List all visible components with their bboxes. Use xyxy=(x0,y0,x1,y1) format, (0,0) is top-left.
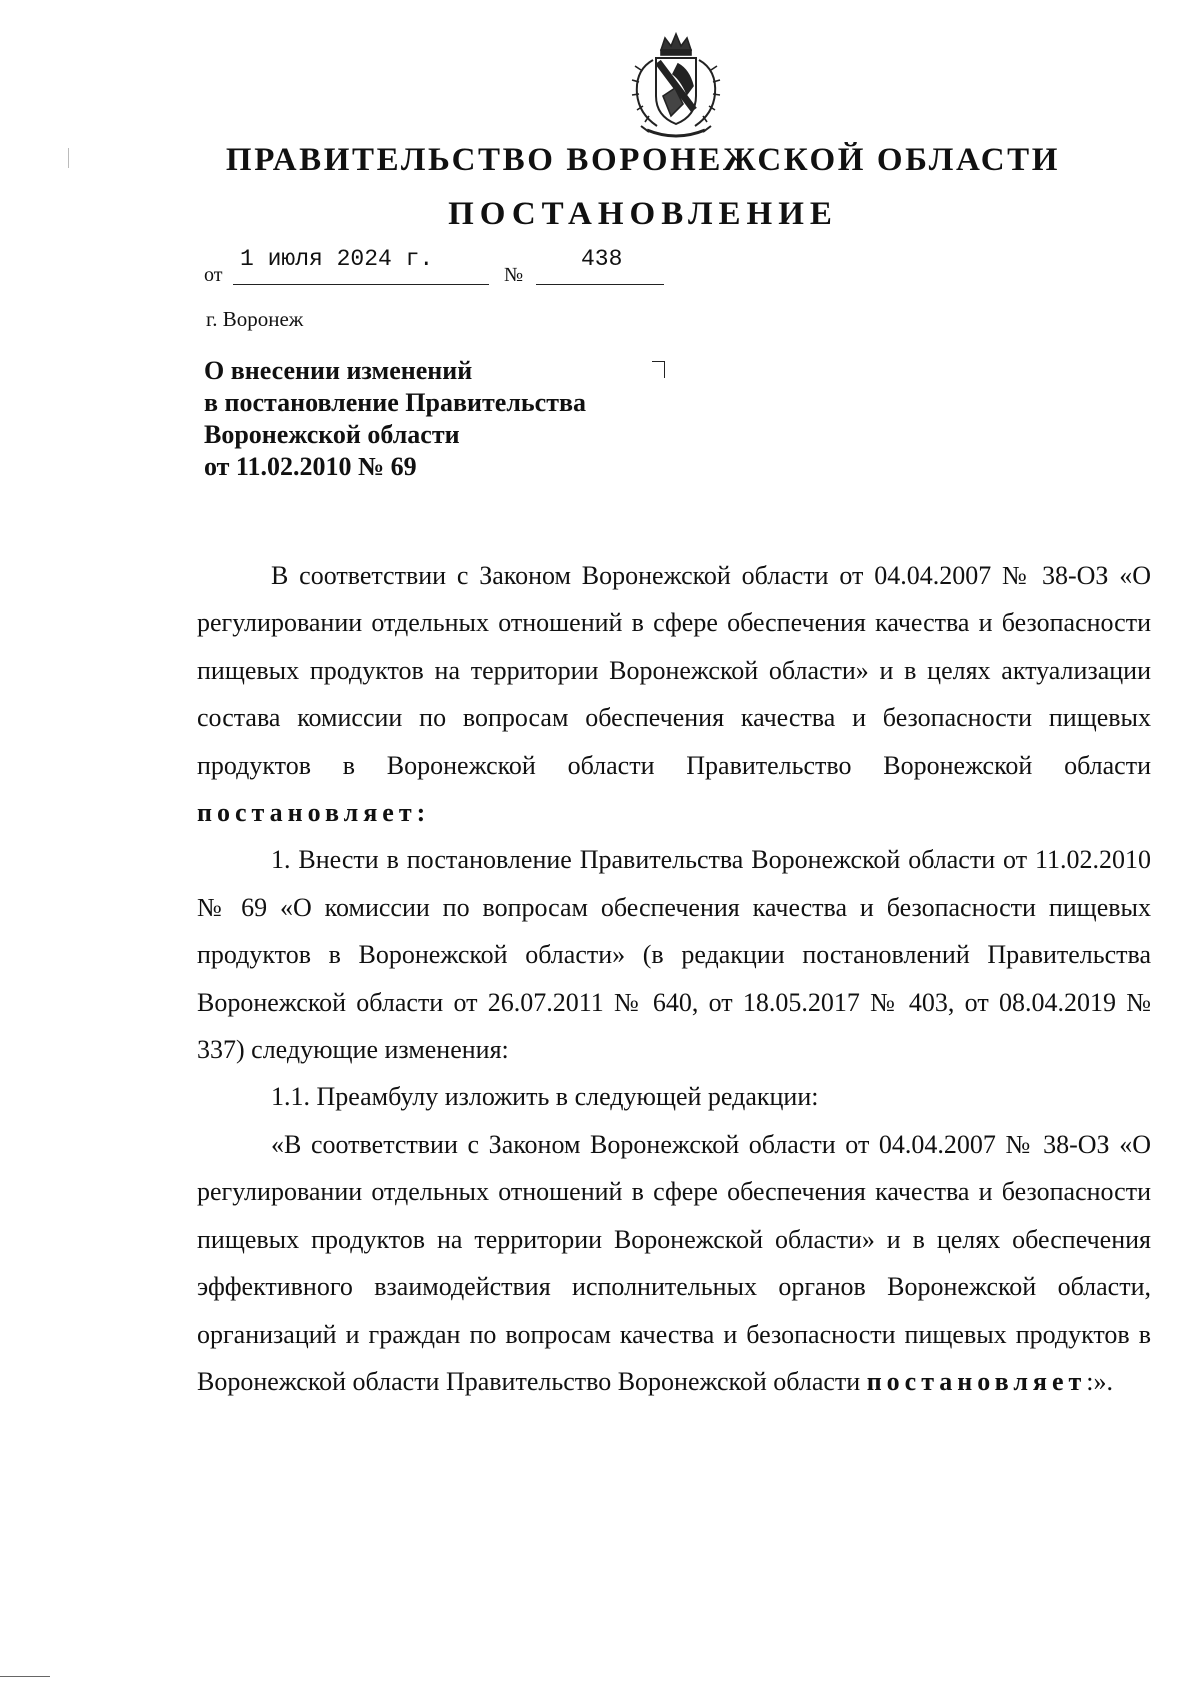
subject-line: Воронежской области xyxy=(204,420,460,449)
document-body xyxy=(197,552,1151,1405)
corner-bracket xyxy=(652,361,665,378)
paragraph-preamble xyxy=(197,552,1151,836)
bottom-rule xyxy=(0,1676,50,1677)
document-type: ПОСТАНОВЛЕНИЕ xyxy=(448,196,838,232)
document-date: 1 июля 2024 г. xyxy=(240,246,434,272)
organization-title: ПРАВИТЕЛЬСТВО ВОРОНЕЖСКОЙ ОБЛАСТИ xyxy=(225,142,1061,178)
paragraph-item-1-1: 1.1. Преамбулу изложить в следующей редакции: xyxy=(271,1082,819,1112)
number-underline xyxy=(536,284,664,285)
document-subject xyxy=(204,355,586,483)
subject-line: от 11.02.2010 № 69 xyxy=(204,452,417,481)
document-number: 438 xyxy=(581,246,623,272)
emphasis-text: постановляет xyxy=(866,1366,1087,1396)
date-label: от xyxy=(204,264,223,286)
city: г. Воронеж xyxy=(206,307,304,331)
subject-line: в постановление Правительства xyxy=(204,388,587,417)
emphasis-text: постановляет: xyxy=(197,798,431,828)
paragraph-quote xyxy=(197,1121,1151,1405)
paragraph-item-1: 1. Внести в постановление Правительства Воронежской области от 11.02.2010 № 69 «О комиссии по вопросам обеспечения качества и безопасности пищевых продуктов в Воронежской области» (в редакции постановлений Правительства Воронежской области от 26.07.2011 № 640, от 18.05.2017 № 403, от 08.04.2019 № 337) следующие изменения: xyxy=(197,845,1151,1065)
number-label: № xyxy=(504,264,524,286)
paragraph-tail: :». xyxy=(1086,1366,1114,1396)
paragraph-text: В соответствии с Законом Воронежской области от 04.04.2007 № 38-ОЗ «О регулировании отдельных отношений в сфере обеспечения качества и безопасности пищевых продуктов на территории Воронежской области» и в целях актуализации состава комиссии по вопросам обеспечения качества и безопасности пищевых продуктов в Воронежской области Правительство Воронежской области xyxy=(197,561,1151,780)
paragraph-text: «В соответствии с Законом Воронежской области от 04.04.2007 № 38-ОЗ «О регулировании отдельных отношений в сфере обеспечения качества и безопасности пищевых продуктов на территории Воронежской области» и в целях обеспечения эффективного взаимодействия исполнительных органов Воронежской области, организаций и граждан по вопросам качества и безопасности пищевых продуктов в Воронежской области Правительство Воронежской области xyxy=(197,1129,1151,1396)
subject-line: О внесении изменений xyxy=(204,356,473,385)
coat-of-arms-icon xyxy=(623,30,729,142)
date-underline xyxy=(233,284,489,285)
